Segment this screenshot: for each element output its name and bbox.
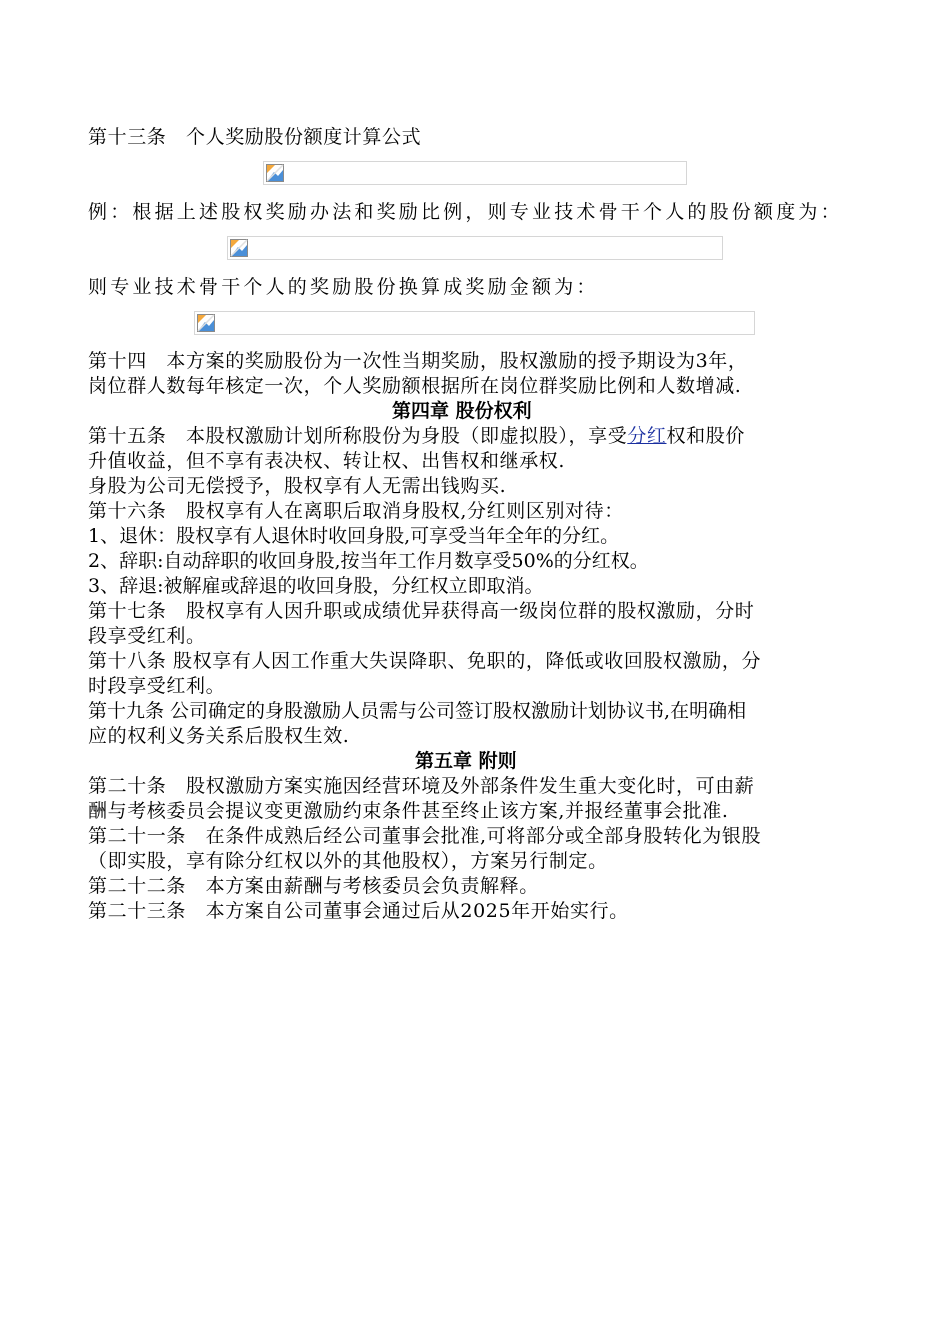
article-16-title: 第十六条 股权享有人在离职后取消身股权,分红则区别对待： [88,500,624,522]
chapter-4-heading: 第四章 股份权利 [392,400,532,422]
article-19-line-2: 应的权利义务关系后股权生效. [88,725,350,747]
formula-image-2 [227,236,723,260]
article-22: 第二十二条 本方案由薪酬与考核委员会负责解释。 [88,875,539,897]
article-15-text-before-link: 第十五条 本股权激励计划所称股份为身股（即虚拟股），享受 [88,425,628,447]
article-15-line-1 [88,424,745,448]
broken-image-icon [197,314,215,332]
article-14-line-1: 第十四 本方案的奖励股份为一次性当期奖励，股权激励的授予期设为3年， [88,350,748,372]
article-21-line-1: 第二十一条 在条件成熟后经公司董事会批准,可将部分或全部身股转化为银股 [88,825,762,847]
dividend-link[interactable]: 分红 [627,425,667,447]
article-21-line-2: （即实股，享有除分红权以外的其他股权），方案另行制定。 [88,850,608,872]
article-18-line-2: 时段享受红利。 [88,675,226,697]
article-18-line-1: 第十八条 股权享有人因工作重大失误降职、免职的，降低或收回股权激励，分 [88,650,762,672]
article-16-item-3: 3、辞退:被解雇或辞退的收回身股，分红权立即取消。 [88,575,544,597]
chapter-5-heading: 第五章 附则 [415,750,517,772]
article-17-line-2: 段享受红利。 [88,625,206,647]
article-15-text-after-link: 权和股价 [666,425,745,447]
article-13-example: 例：根据上述股权奖励办法和奖励比例，则专业技术骨干个人的股份额度为： [88,201,843,223]
article-20-line-2: 酬与考核委员会提议变更激励约束条件甚至终止该方案,并报经董事会批准. [88,800,729,822]
broken-image-icon [230,239,248,257]
article-20-line-1: 第二十条 股权激励方案实施因经营环境及外部条件发生重大变化时，可由薪 [88,775,755,797]
article-16-item-1: 1、退休：股权享有人退休时收回身股,可享受当年全年的分红。 [88,525,620,547]
article-14-line-2: 岗位群人数每年核定一次，个人奖励额根据所在岗位群奖励比例和人数增减. [88,375,742,397]
article-13-title: 第十三条 个人奖励股份额度计算公式 [88,126,422,148]
article-13-conversion: 则专业技术骨干个人的奖励股份换算成奖励金额为： [88,276,599,298]
article-15-line-3: 身股为公司无偿授予，股权享有人无需出钱购买. [88,475,507,497]
article-15-line-2: 升值收益，但不享有表决权、转让权、出售权和继承权. [88,450,566,472]
formula-image-3 [194,311,755,335]
article-16-item-2: 2、辞职:自动辞职的收回身股,按当年工作月数享受50%的分红权。 [88,550,649,572]
formula-image-1 [263,161,687,185]
article-23: 第二十三条 本方案自公司董事会通过后从2025年开始实行。 [88,900,629,922]
article-17-line-1: 第十七条 股权享有人因升职或成绩优异获得高一级岗位群的股权激励，分时 [88,600,755,622]
article-19-line-1: 第十九条 公司确定的身股激励人员需与公司签订股权激励计划协议书,在明确相 [88,700,747,722]
broken-image-icon [266,164,284,182]
